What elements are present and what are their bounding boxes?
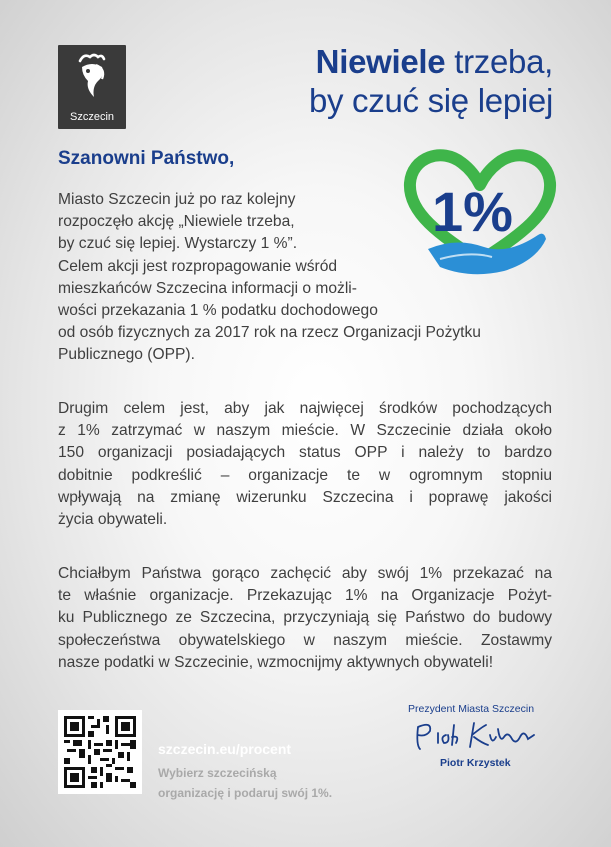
- logo-city-name: Szczecin: [69, 111, 115, 123]
- emblem-percent: 1%: [432, 180, 513, 243]
- title-emphasis: Niewiele: [315, 43, 446, 80]
- text-line: Drugim celem jest, aby jak najwięcej środków pochodzących: [58, 400, 552, 417]
- text-line: te właśnie organizacje. Przekazując 1% na Organizacje Pożyt-: [58, 587, 552, 605]
- text-line: wości przekazania 1 % podatku dochodowego: [58, 302, 378, 320]
- title-line-1: [309, 42, 553, 81]
- signature-name: Piotr Krzystek: [440, 757, 511, 769]
- text-line: z 1% zatrzymać w naszym mieście. W Szczecinie działa około: [58, 422, 552, 440]
- text-line: Chciałbym Państwa gorąco zachęcić aby swój 1% przekazać na: [58, 565, 552, 582]
- text-line: od osób fizycznych za 2017 rok na rzecz Organizacji Pożytku: [58, 324, 481, 342]
- signature-role: Prezydent Miasta Szczecin: [408, 703, 535, 715]
- text-line: Publicznego (OPP).: [58, 346, 195, 364]
- paragraph-intro: [58, 189, 481, 367]
- text-line: życia obywateli.: [58, 511, 168, 529]
- title-line-2: by czuć się lepiej: [308, 82, 553, 119]
- greeting: Szanowni Państwo,: [58, 148, 235, 169]
- text-line: Celem akcji jest rozpropagowanie wśród: [58, 257, 338, 275]
- tagline-line: Wybierz szczecińską: [158, 766, 277, 780]
- footer-tagline: [158, 763, 332, 803]
- text-line: wpływają na zmianę wizerunku Szczecina i poprawę jakości: [58, 488, 552, 506]
- title-line-1-rest: trzeba,: [445, 43, 553, 80]
- szczecin-griffin-logo-icon: [72, 51, 112, 103]
- text-line: mieszkańców Szczecina informacji o możli-: [58, 279, 357, 297]
- handwritten-signature-icon: [412, 715, 542, 755]
- campaign-url-link[interactable]: szczecin.eu/procent: [158, 741, 292, 757]
- text-line: rozpoczęło akcję „Niewiele trzeba,: [58, 213, 295, 231]
- page-title: [309, 42, 553, 120]
- text-line: ku Publicznego ze Szczecina, przyczyniają się Państwo do budowy: [58, 609, 552, 627]
- text-line: społeczeństwa obywatelskiego w naszym mieście. Zostawmy: [58, 631, 552, 649]
- text-line: by czuć się lepiej. Wystarczy 1 %”.: [58, 235, 298, 253]
- text-line: Miasto Szczecin już po raz kolejny: [58, 191, 296, 208]
- paragraph-appeal: [58, 563, 552, 674]
- tagline-line: organizację i podaruj swój 1%.: [158, 786, 333, 800]
- qr-code-icon: [64, 716, 136, 788]
- paragraph-goal: [58, 398, 552, 531]
- qr-code[interactable]: [58, 710, 142, 794]
- text-line: nasze podatki w Szczecinie, wzmocnijmy aktywnych obywateli!: [58, 653, 494, 671]
- text-line: dobitnie podkreślić – organizacje te w ogromnym stopniu: [58, 466, 552, 484]
- text-line: 150 organizacji posiadających status OPP i należy to bardzo: [58, 444, 552, 462]
- szczecin-logo: [58, 45, 126, 129]
